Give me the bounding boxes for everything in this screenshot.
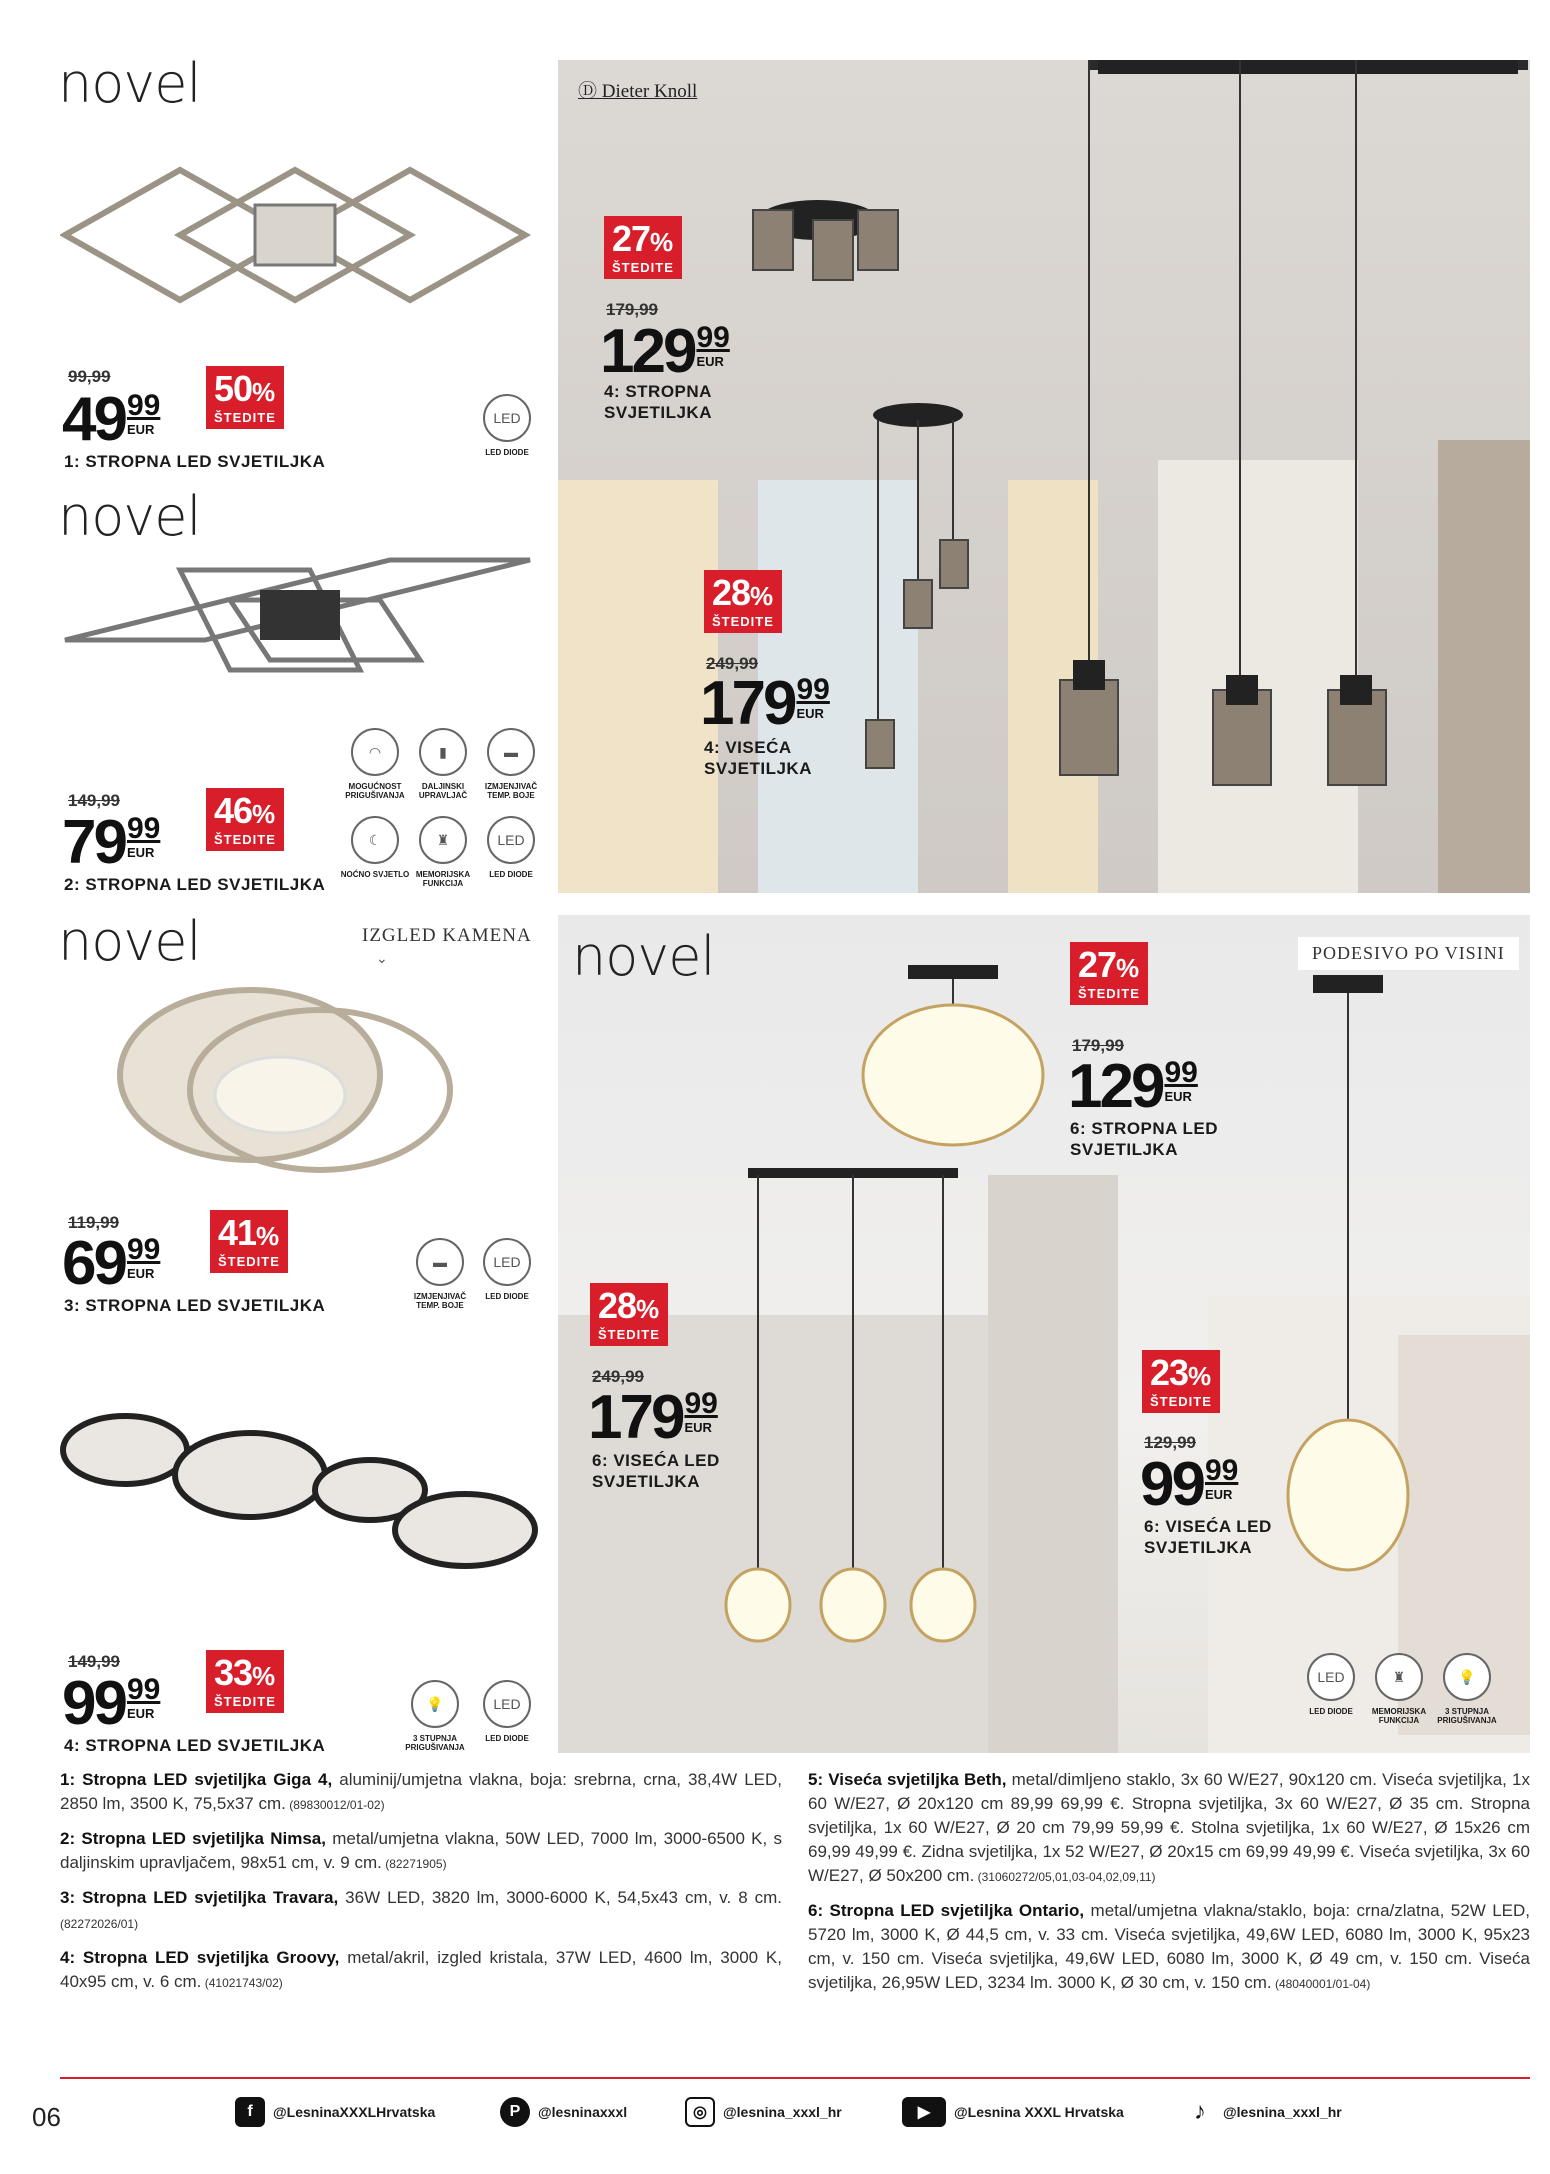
save-label: ŠTEDITE: [214, 1694, 276, 1709]
led-icon: LED: [483, 1680, 531, 1728]
product-name: 6: VISEĆA LED SVJETILJKA: [592, 1451, 720, 1491]
price-cents: 99: [1164, 1056, 1198, 1089]
desc-item: 6: Stropna LED svjetiljka Ontario, metal/umjetna vlakna/staklo, boja: crna/zlatna, 52W LED, 5720 lm, 3000 K, Ø 44,5 cm, v. 33 cm. Viseća svjetiljka, 49,6W LED, 6080 lm, 3000 K, 95x23 cm, v. 150 cm. Viseća svjetiljka, 49,6W LED, 6080 lm, 3000 K, Ø 49 cm, v. 150 cm. Viseća svjetiljka, 26,95W LED, 3234 lm. 3000 K, Ø 30 cm, v. 150 cm. (48040001/01-04): [808, 1901, 1530, 1992]
night-icon: ☾: [351, 816, 399, 864]
temp-feature: [405, 1238, 475, 1310]
brand-logo: novel: [58, 485, 201, 548]
bulb-icon: 💡: [411, 1680, 459, 1728]
price: [588, 1383, 718, 1452]
desc-item: 5: Viseća svjetiljka Beth, metal/dimljeno staklo, 3x 60 W/E27, 90x120 cm. Viseća svjetiljka, 1x 60 W/E27, Ø 20x120 cm 89,99 69,99 €. Stropna svjetiljka, 3x 60 W/E27, Ø 35 cm. Stropna svjetiljka, 1x 60 W/E27, Ø 20 cm 79,99 59,99 €. Stolna svjetiljka, 1x 60 W/E27, Ø 15x26 cm 69,99 49,99 €. Zidna svjetiljka, 1x 52 W/E27, Ø 20x15 cm 69,99 49,99 €. Viseća svjetiljka, 3x 60 W/E27, Ø 50x200 cm. (31060272/05,01,03-04,02,09,11): [808, 1770, 1530, 1885]
product-name: 1: STROPNA LED SVJETILJKA: [64, 452, 326, 471]
old-price: 149,99: [68, 1652, 120, 1671]
led-label: LED DIODE: [1309, 1707, 1353, 1716]
facebook-link[interactable]: f @LesninaXXXLHrvatska: [235, 2097, 435, 2127]
night-feature: [340, 816, 410, 879]
price: [600, 317, 730, 386]
save-label: ŠTEDITE: [612, 260, 674, 275]
old-price: 249,99: [706, 654, 758, 673]
youtube-link[interactable]: ▶ @Lesnina XXXL Hrvatska: [902, 2097, 1124, 2127]
footer-divider: [60, 2077, 1530, 2079]
price-cents: 99: [796, 673, 830, 706]
pinterest-link[interactable]: P @lesninaxxxl: [500, 2097, 627, 2127]
price-cents: 99: [126, 1673, 161, 1706]
price-int: 99: [1140, 1450, 1203, 1519]
bulb-icon: 💡: [1443, 1653, 1491, 1701]
product-name: 3: STROPNA LED SVJETILJKA: [64, 1296, 326, 1315]
currency: EUR: [126, 845, 155, 860]
discount-pct: 28: [598, 1285, 637, 1326]
discount-pct: 27: [612, 218, 651, 259]
save-label: ŠTEDITE: [218, 1254, 280, 1269]
room-photo-2: [558, 915, 1530, 1753]
memory-feature: [1364, 1653, 1434, 1725]
facebook-icon: f: [235, 2097, 265, 2127]
dimming-label: MOGUĆNOST PRIGUŠIVANJA: [345, 782, 405, 800]
save-label: ŠTEDITE: [712, 614, 774, 629]
discount-badge: 27% ŠTEDITE: [604, 216, 682, 279]
currency: EUR: [796, 706, 824, 721]
description-right: [808, 1768, 1530, 1996]
old-price: 119,99: [68, 1213, 120, 1232]
discount-pct: 46: [214, 790, 253, 831]
price: [62, 1669, 161, 1738]
desc-item: 2: Stropna LED svjetiljka Nimsa, metal/umjetna vlakna, 50W LED, 7000 lm, 3000-6500 K, s daljinskim upravljačem, 98x51 cm, v. 9 cm. (82271905): [60, 1829, 782, 1872]
description-left: [60, 1768, 782, 1995]
desc-item: 4: Stropna LED svjetiljka Groovy, metal/akril, izgled kristala, 37W LED, 4600 lm, 3000 K, 40x95 cm, v. 6 cm. (41021743/02): [60, 1948, 782, 1991]
led-icon: LED: [483, 1238, 531, 1286]
three-step-feature: [400, 1680, 470, 1752]
old-price: 99,99: [68, 367, 111, 386]
discount-badge: 33% ŠTEDITE: [206, 1650, 284, 1713]
three-step-feature: [1432, 1653, 1502, 1725]
remote-feature: [408, 728, 478, 800]
discount-badge: 28% ŠTEDITE: [590, 1283, 668, 1346]
price-int: 69: [62, 1229, 125, 1298]
save-label: ŠTEDITE: [598, 1327, 660, 1342]
discount-pct: 23: [1150, 1352, 1189, 1393]
product-3-image: [110, 985, 470, 1175]
brand-logo: novel: [572, 925, 715, 988]
price-int: 99: [62, 1669, 125, 1738]
price-cents: 99: [126, 1233, 161, 1266]
save-label: ŠTEDITE: [214, 410, 276, 425]
discount-pct: 28: [712, 572, 751, 613]
price-cents: 99: [1204, 1454, 1239, 1487]
currency: EUR: [684, 1420, 712, 1435]
price-int: 179: [700, 669, 795, 738]
price-int: 79: [62, 808, 125, 877]
currency: EUR: [126, 422, 155, 437]
dimming-feature: [340, 728, 410, 800]
price: [62, 1229, 161, 1298]
price: [62, 808, 161, 877]
stone-look-label: IZGLED KAMENA: [362, 925, 532, 946]
memory-feature: [408, 816, 478, 888]
chevron-down-icon: ⌄: [376, 950, 388, 966]
price: [62, 385, 161, 454]
led-feature: [472, 1680, 542, 1743]
product-1-image: [60, 150, 535, 305]
remote-label: DALJINSKI UPRAVLJAČ: [418, 782, 468, 800]
save-label: ŠTEDITE: [1150, 1394, 1212, 1409]
product-name: 2: STROPNA LED SVJETILJKA: [64, 875, 326, 894]
currency: EUR: [126, 1266, 155, 1281]
dimming-icon: ◠: [351, 728, 399, 776]
discount-badge: 41% ŠTEDITE: [210, 1210, 288, 1273]
tiktok-link[interactable]: ♪ @lesnina_xxxl_hr: [1185, 2097, 1342, 2127]
temp-label: IZMJENJIVAČ TEMP. BOJE: [484, 782, 538, 800]
old-price: 179,99: [606, 300, 658, 319]
price-cents: 99: [696, 321, 730, 354]
old-price: 249,99: [592, 1367, 644, 1386]
led-feature: [476, 816, 546, 879]
price: [1140, 1450, 1239, 1519]
three-step-label: 3 STUPNJA PRIGUŠIVANJA: [405, 1734, 465, 1752]
desc-item: 3: Stropna LED svjetiljka Travara, 36W LED, 3820 lm, 3000-6000 K, 54,5x43 cm, v. 8 cm. (82272026/01): [60, 1888, 782, 1931]
three-step-label: 3 STUPNJA PRIGUŠIVANJA: [1437, 1707, 1497, 1725]
currency: EUR: [126, 1706, 155, 1721]
led-icon: LED: [1307, 1653, 1355, 1701]
save-label: ŠTEDITE: [1078, 986, 1140, 1001]
led-label: LED DIODE: [485, 1734, 529, 1743]
price-int: 129: [600, 317, 695, 386]
led-feature: [472, 394, 542, 457]
product-4-image: [60, 1410, 540, 1570]
memory-icon: ♜: [1375, 1653, 1423, 1701]
save-label: ŠTEDITE: [214, 832, 276, 847]
discount-badge: 28% ŠTEDITE: [704, 570, 782, 633]
price-cents: 99: [126, 812, 161, 845]
led-label: LED DIODE: [485, 1292, 529, 1301]
temp-icon: ▬: [416, 1238, 464, 1286]
discount-pct: 41: [218, 1212, 257, 1253]
currency: EUR: [1204, 1487, 1233, 1502]
price-cents: 99: [126, 389, 161, 422]
pinterest-icon: P: [500, 2097, 530, 2127]
price-cents: 99: [684, 1387, 718, 1420]
product-name: 4: STROPNA SVJETILJKA: [604, 382, 712, 422]
product-name: 4: VISEĆA SVJETILJKA: [704, 738, 812, 778]
currency: EUR: [1164, 1089, 1192, 1104]
instagram-icon: ◎: [685, 2097, 715, 2127]
discount-pct: 50: [214, 368, 253, 409]
temp-label: IZMJENJIVAČ TEMP. BOJE: [413, 1292, 467, 1310]
dieter-knoll-logo: Ⓓ Dieter Knoll: [578, 81, 698, 102]
discount-badge: 27% ŠTEDITE: [1070, 942, 1148, 1005]
led-label: LED DIODE: [489, 870, 533, 879]
price: [1068, 1052, 1198, 1121]
height-adjustable-label: PODESIVO PO VISINI: [1298, 937, 1519, 970]
discount-pct: 27: [1078, 944, 1117, 985]
old-price: 129,99: [1144, 1433, 1196, 1452]
temp-icon: ▬: [487, 728, 535, 776]
remote-icon: ▮: [419, 728, 467, 776]
led-feature: [472, 1238, 542, 1301]
youtube-icon: ▶: [902, 2097, 946, 2127]
led-icon: LED: [483, 394, 531, 442]
desc-item: 1: Stropna LED svjetiljka Giga 4, aluminij/umjetna vlakna, boja: srebrna, crna, 38,4W LED, 2850 lm, 3500 K, 75,5x37 cm. (89830012/01-02): [60, 1770, 782, 1813]
page-number: 06: [32, 2102, 61, 2132]
old-price: 149,99: [68, 791, 120, 810]
brand-logo: novel: [58, 910, 201, 973]
discount-badge: 50% ŠTEDITE: [206, 366, 284, 429]
instagram-link[interactable]: ◎ @lesnina_xxxl_hr: [685, 2097, 842, 2127]
price-int: 179: [588, 1383, 683, 1452]
price-int: 49: [62, 385, 125, 454]
memory-icon: ♜: [419, 816, 467, 864]
led-feature: [1296, 1653, 1366, 1716]
old-price: 179,99: [1072, 1036, 1124, 1055]
temp-feature: [476, 728, 546, 800]
product-name: 6: VISEĆA LED SVJETILJKA: [1144, 1517, 1272, 1557]
product-name: 4: STROPNA LED SVJETILJKA: [64, 1736, 326, 1755]
room-photo-1: [558, 60, 1530, 893]
product-2-image: [60, 550, 540, 690]
discount-pct: 33: [214, 1652, 253, 1693]
price-int: 129: [1068, 1052, 1163, 1121]
brand-logo: novel: [58, 52, 201, 115]
price: [700, 669, 830, 738]
product-name: 6: STROPNA LED SVJETILJKA: [1070, 1119, 1219, 1159]
tiktok-icon: ♪: [1185, 2097, 1215, 2127]
discount-badge: 46% ŠTEDITE: [206, 788, 284, 851]
led-icon: LED: [487, 816, 535, 864]
led-label: LED DIODE: [485, 448, 529, 457]
night-label: NOĆNO SVJETLO: [340, 870, 410, 879]
currency: EUR: [696, 354, 724, 369]
memory-label: MEMORIJSKA FUNKCIJA: [415, 870, 471, 888]
discount-badge: 23% ŠTEDITE: [1142, 1350, 1220, 1413]
memory-label: MEMORIJSKA FUNKCIJA: [1371, 1707, 1427, 1725]
